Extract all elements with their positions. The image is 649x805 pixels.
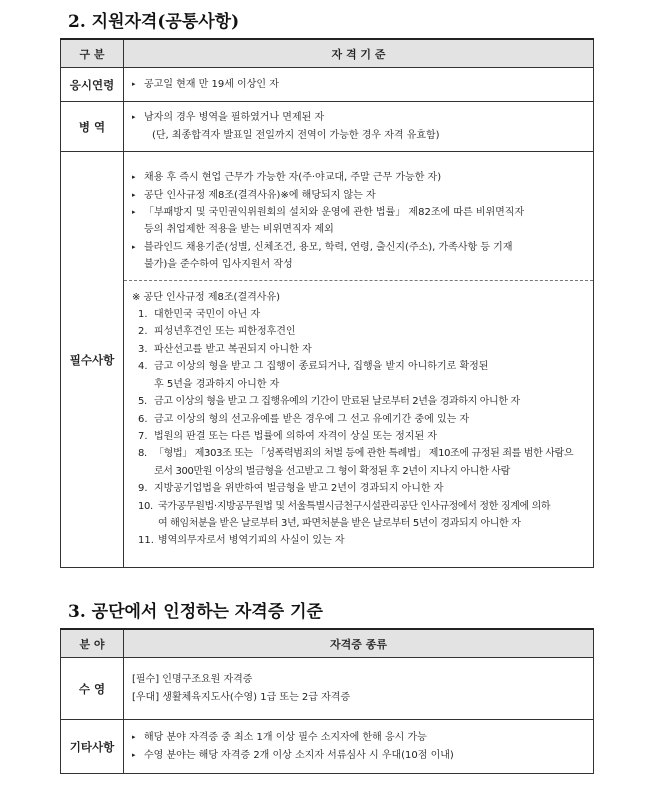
list-item: ▸ 수영 분야는 해당 자격증 2개 이상 소지자 서류심사 시 우대(10점 이내): [132, 747, 585, 764]
bullet-icon: ▸: [132, 190, 136, 199]
row-label-age: 응시연령: [61, 68, 124, 102]
list-item: ▸ 공고일 현재 만 19세 이상인 자: [132, 76, 585, 93]
section-2-title: 2. 지원자격(공통사항): [68, 12, 240, 32]
list-item: 6. 금고 이상의 형의 선고유예를 받은 경우에 그 선고 유예기간 중에 있는 자: [138, 413, 470, 425]
header-field: 분 야: [61, 629, 124, 658]
bullet-icon: ▸: [132, 750, 136, 759]
list-item: 8. 「형법」 제303조 또는 「성폭력범죄의 처벌 등에 관한 특례법」 제10조에 규정된 죄를 범한 사람으: [138, 448, 574, 460]
list-item: ▸ 남자의 경우 병역을 필하였거나 면제된 자: [132, 109, 585, 126]
military-note: (단, 최종합격자 발표일 전일까지 전역이 가능한 경우 자격 유효함): [152, 129, 440, 141]
preferred-certificate: [우대] 생활체육지도사(수영) 1급 또는 2급 자격증: [132, 691, 351, 703]
list-item-continuation: 불가)을 준수하여 입사지원서 작성: [144, 259, 293, 271]
bullet-icon: ▸: [132, 173, 136, 182]
header-category: 구 분: [61, 39, 124, 68]
row-content-age: [124, 68, 594, 102]
row-content-swimming: [124, 658, 594, 720]
list-item: ▸ 「부패방지 및 국민권익위원회의 설치와 운영에 관한 법률」 제82조에 따른 비위면직자: [132, 204, 585, 221]
list-item: 4. 금고 이상의 형을 받고 그 집행이 종료되거나, 집행을 받지 아니하기로 확정된: [138, 361, 489, 373]
row-label-swimming: 수 영: [61, 658, 124, 720]
row-label-other: 기타사항: [61, 720, 124, 774]
bullet-icon: ▸: [132, 242, 136, 251]
list-item: ▸ 채용 후 즉시 현업 근무가 가능한 자(주·야교대, 주말 근무 가능한 자): [132, 169, 585, 186]
list-item: 9. 지방공기업법을 위반하여 벌금형을 받고 2년이 경과되지 아니한 자: [138, 483, 444, 495]
disqualification-title: ※ 공단 인사규정 제8조(결격사유): [132, 291, 280, 303]
row-label-military: 병 역: [61, 102, 124, 152]
list-item-continuation: 등의 취업제한 적용을 받는 비위면직자 제외: [144, 224, 334, 236]
dotted-divider: [124, 280, 593, 281]
list-item-continuation: 후 5년을 경과하지 아니한 자: [154, 378, 280, 390]
section-3-title: 3. 공단에서 인정하는 자격증 기준: [68, 602, 323, 622]
header-criteria: 자 격 기 준: [124, 39, 594, 68]
bullet-icon: ▸: [132, 733, 136, 742]
list-item: 11. 병역의무자로서 병역기피의 사실이 있는 자: [138, 535, 345, 547]
list-item: ▸ 해당 분야 자격증 중 최소 1개 이상 필수 소지자에 한해 응시 가능: [132, 729, 585, 746]
list-item: 2. 피성년후견인 또는 피한정후견인: [138, 326, 296, 338]
list-item: ▸ 공단 인사규정 제8조(결격사유)※에 해당되지 않는 자: [132, 187, 585, 204]
bullet-icon: ▸: [132, 208, 136, 217]
list-item-continuation: 로서 300만원 이상의 벌금형을 선고받고 그 형이 확정된 후 2년이 지나지 아니한 사람: [154, 465, 510, 477]
bullet-icon: ▸: [132, 79, 136, 88]
certificate-table: [60, 628, 594, 774]
list-item: 10. 국가공무원법·지방공무원법 및 서울특별시금천구시설관리공단 인사규정에서 정한 징계에 의하: [138, 500, 551, 512]
list-item-continuation: 여 해임처분을 받은 날로부터 3년, 파면처분을 받은 날로부터 5년이 경과되지 아니한 자: [158, 517, 521, 529]
header-certificate-type: 자격증 종류: [124, 629, 594, 658]
bullet-icon: ▸: [132, 113, 136, 122]
list-item: 7. 법원의 판결 또는 다른 법률에 의하여 자격이 상실 또는 정지된 자: [138, 430, 437, 442]
required-certificate: [필수] 인명구조요원 자격증: [132, 673, 253, 685]
row-content-military: [124, 102, 594, 152]
row-content-other: [124, 720, 594, 774]
list-item: 3. 파산선고를 받고 복권되지 아니한 자: [138, 343, 312, 355]
list-item: 1. 대한민국 국민이 아닌 자: [138, 309, 261, 321]
row-label-required: 필수사항: [61, 152, 124, 568]
eligibility-table: [60, 38, 594, 568]
row-content-required: [124, 152, 594, 568]
list-item: 5. 금고 이상의 형을 받고 그 집행유예의 기간이 만료된 날로부터 2년을 경과하지 아니한 자: [138, 396, 520, 408]
disqualification-list: [132, 306, 585, 550]
list-item: ▸ 블라인드 채용기준(성별, 신체조건, 용모, 학력, 연령, 출신지(주소), 가족사항 등 기재: [132, 239, 585, 256]
